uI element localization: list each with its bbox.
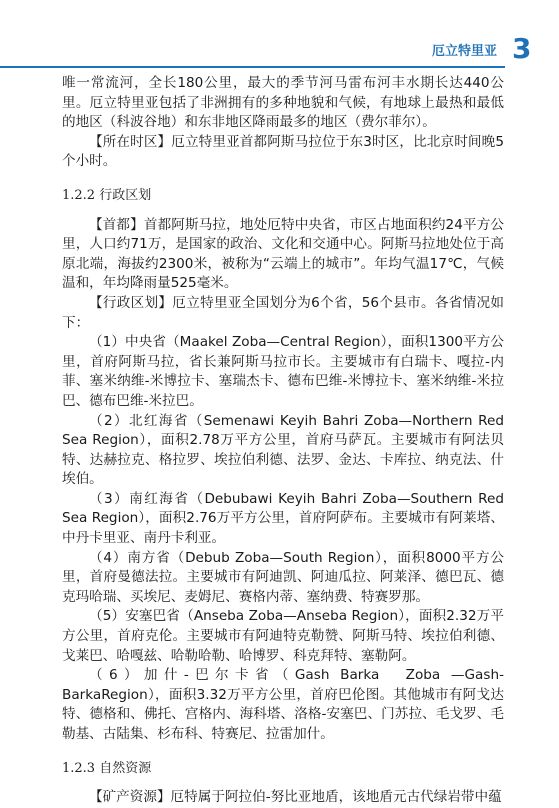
header-rule [0,66,505,68]
paragraph-province-southern-red-sea: （3）南红海省（Debubawi Keyih Bahri Zoba—Southern Red Sea Region），面积2.76万平方公里，首府阿萨布。主要城市有阿莱塔、中丹卡里亚、南丹卡利亚。 [62,490,504,547]
paragraph-province-gash-barka: （6）加什-巴尔卡省（Gash Barka Zoba —Gash-BarkaRegion），面积3.32万平方公里，首府巴伦图。其他城市有阿戈达特、德格和、佛托、宫格内、海科塔、洛格-安塞巴、门苏拉、毛戈罗、毛勒基、古陆集、杉布科、特赛尼、拉雷加什。 [62,667,504,742]
page-body [62,74,504,808]
paragraph-province-anseba: （5）安塞巴省（Anseba Zoba—Anseba Region），面积2.32万平方公里，首府克伦。主要城市有阿迪特克勒赞、阿斯马特、埃拉伯利德、戈莱巴、哈嘎兹、哈勒哈勒、哈博罗、科克拜特、塞勒阿。 [62,608,504,664]
paragraph-mineral-resources: 【矿产资源】厄特属于阿拉伯-努比亚地盾，该地盾元古代绿岩带中蕴 [89,789,502,806]
section-heading-natural-resources: 1.2.3 自然资源 [62,760,152,776]
paragraph-administrative-division: 【行政区划】厄立特里亚全国划分为6个省，56个县市。各省情况如下： [62,294,504,331]
running-header [0,38,505,68]
running-header-title: 厄立特里亚 [431,44,497,59]
paragraph-time-zone: 【所在时区】厄立特里亚首都阿斯马拉位于东3时区，比北京时间晚5个小时。 [62,133,504,170]
paragraph-province-northern-red-sea: （2）北红海省（Semenawi Keyih Bahri Zoba—Northern Red Sea Region），面积2.78万平方公里，首府马萨瓦。主要城市有阿法贝特、达赫拉克、格拉罗、埃拉伯利德、法罗、金达、卡库拉、纳克法、什埃伯。 [62,412,504,488]
page-number: 3 [512,32,532,65]
section-heading-administrative-divisions: 1.2.2 行政区划 [62,187,152,203]
paragraph-province-central: （1）中央省（Maakel Zoba—Central Region），面积1300平方公里，首府阿斯马拉，省长兼阿斯马拉市长。主要城市有白瑞卡、嘎拉-内菲、塞米纳维-米博拉卡、塞瑞杰卡、德布巴维-米博拉卡、塞米纳维-米拉巴、德布巴维-米拉巴。 [62,334,504,409]
paragraph-geography-tail: 唯一常流河，全长180公里，最大的季节河马雷布河丰水期长达440公里。厄立特里亚包括了非洲拥有的多种地貌和气候，有地球上最热和最低的地区（科波谷地）和东非地区降雨最多的地区（费尔菲尔）。 [62,75,504,131]
paragraph-capital: 【首都】首都阿斯马拉，地处厄特中央省，市区占地面积约24平方公里，人口约71万，是国家的政治、文化和交通中心。阿斯马拉地处位于高原北端，海拔约2300米，被称为“云端上的城市”。年均气温17℃，气候温和，年均降雨量525毫米。 [62,216,504,292]
paragraph-province-south: （4）南方省（Debub Zoba—South Region），面积8000平方公里，首府曼德法拉。主要城市有阿迪凯、阿迪瓜拉、阿莱泽、德巴瓦、德克玛哈瑞、买埃尼、麦姆尼、赛格内蒂、塞纳费、特赛罗那。 [62,549,504,605]
